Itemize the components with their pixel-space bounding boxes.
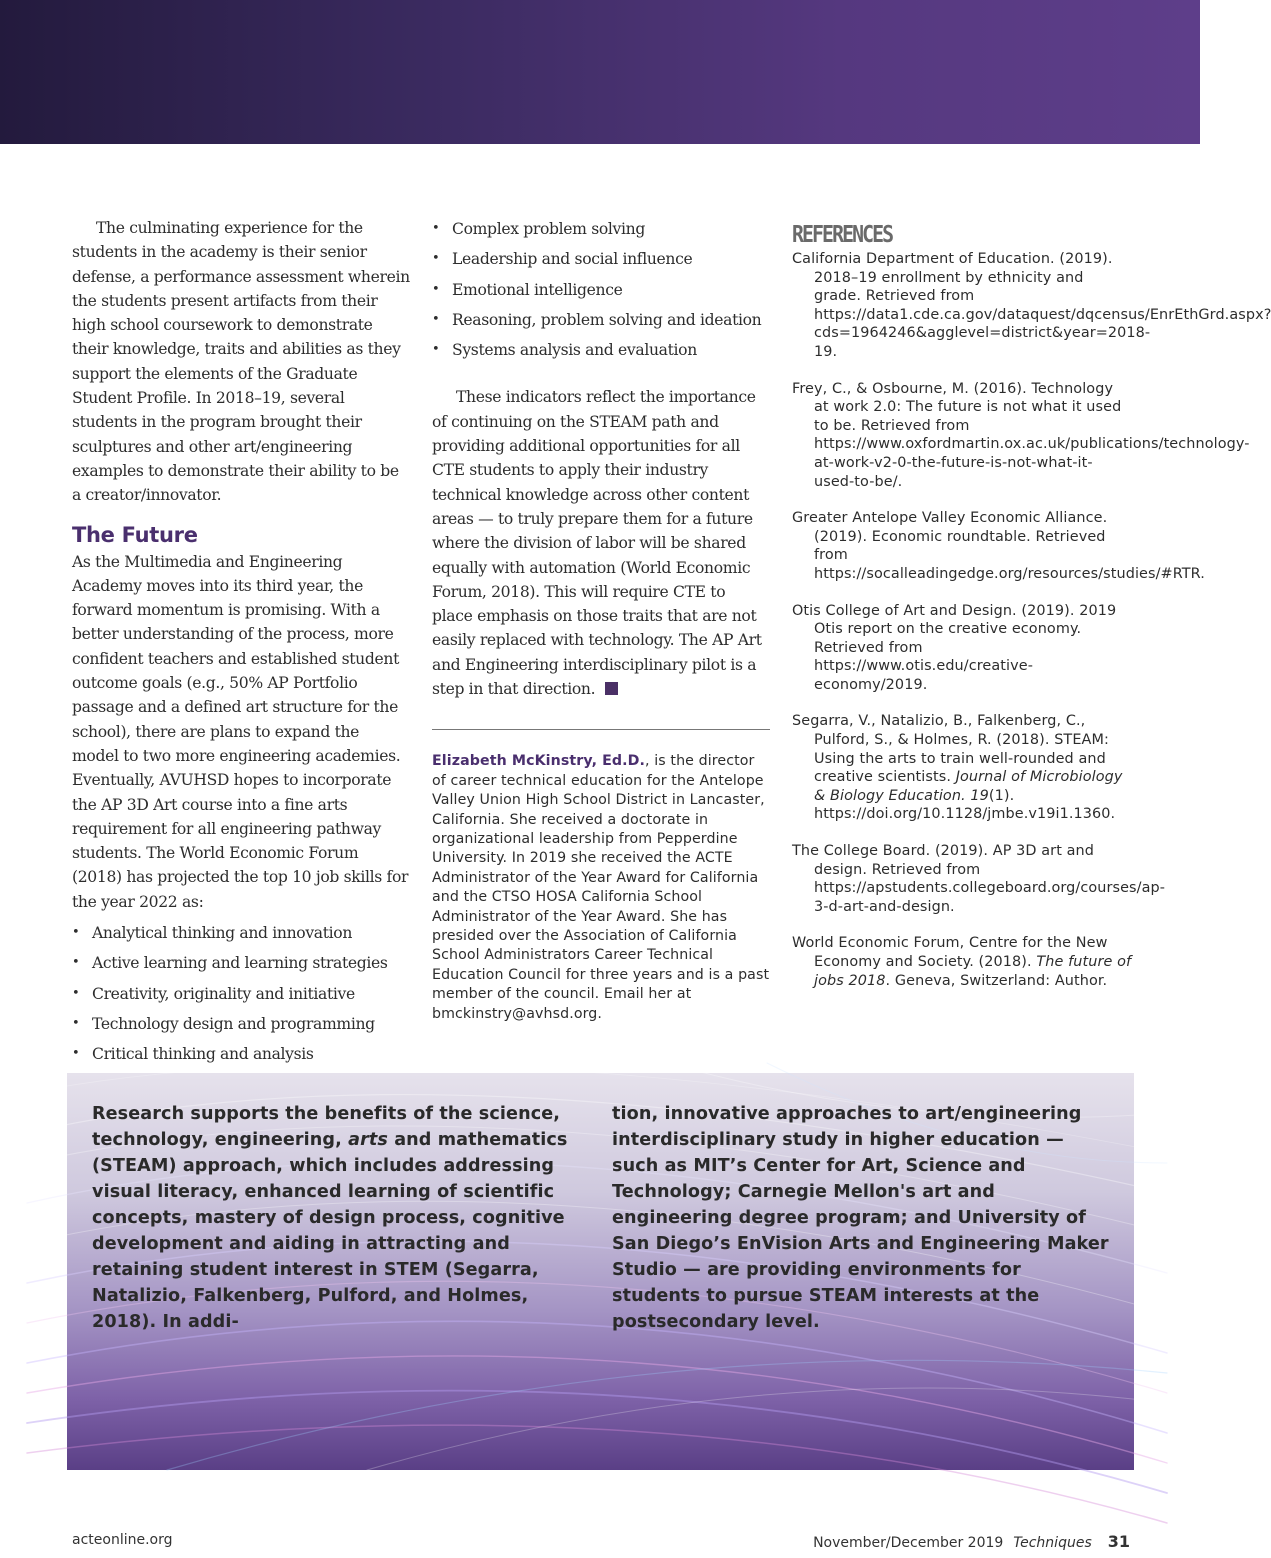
callout-text-left: Research supports the benefits of the science, technology, engineering, arts and mathematics (STEAM) approach, which includes addressing visual literacy, enhanced learning of scientific concepts, mastery of design process, cognitive development and aiding in attracting and retaining student interest in STEM (Segarra, Natalizio, Falkenberg, Pulford, and Holmes, 2018). In addi-	[92, 1104, 568, 1332]
reference-item: California Department of Education. (2019). 2018–19 enrollment by ethnicity and grade. Retrieved from https://data1.cde.ca.gov/dataquest/dqcensus/EnrEthGrd.aspx?cds=1964246&agglevel=district&year=2018-19.	[792, 251, 1271, 360]
intro-paragraph: The culminating experience for the students in the academy is their senior defense, a performance assessment wherein the students present artifacts from their high school coursework to demonstrate their knowledge, traits and abilities as they support the elements of the Graduate Student Profile. In 2018–19, several students in the program brought their sculptures and other art/engineering examples to demonstrate their ability to be a creator/innovator.	[72, 219, 410, 505]
future-heading: The Future	[72, 522, 198, 547]
skills-list-1	[72, 918, 410, 1069]
end-mark-icon	[605, 682, 618, 695]
callout-text-right: tion, innovative approaches to art/engineering interdisciplinary study in higher education — such as MIT’s Center for Art, Science and Technology; Carnegie Mellon's art and engineering degree program; and University of San Diego’s EnVision Arts and Engineering Maker Studio — are providing environments for students to pursue STEAM interests at the postsecondary level.	[612, 1104, 1109, 1332]
page-number: 31	[1107, 1532, 1130, 1551]
issue-date: November/December 2019	[813, 1535, 1004, 1551]
future-paragraph: As the Multimedia and Engineering Academy moves into its third year, the forward momentum is promising. With a better understanding of the process, more confident teachers and established student outcome goals (e.g., 50% AP Portfolio passage and a defined art structure for the school), there are plans to expand the model to two more engineering academies. Eventually, AVUHSD hopes to incorporate the AP 3D Art course into a fine arts requirement for all engineering pathway students. The World Economic Forum (2018) has projected the top 10 job skills for the year 2022 as:	[72, 552, 409, 911]
list-item: • Technology design and programming	[72, 1009, 410, 1039]
list-item: • Complex problem solving	[432, 214, 770, 244]
bullet-icon: •	[72, 1046, 80, 1062]
magazine-name: Techniques	[1013, 1535, 1092, 1551]
author-bio: Elizabeth McKinstry, Ed.D., is the director of career technical education for the Antelope Valley Union High School District in Lancaster, California. She received a doctorate in organizational leadership from Pepperdine University. In 2019 she received the ACTE Administrator of the Year Award for California and the CTSO HOSA California School Administrator of the Year Award. She has presided over the Association of California School Administrators Career Technical Education Council for three years and is a past member of the council. Email her at bmckinstry@avhsd.org.	[432, 753, 770, 1022]
bullet-icon: •	[72, 955, 80, 971]
list-item: • Leadership and social influence	[432, 244, 770, 274]
list-item: • Emotional intelligence	[432, 275, 770, 305]
list-item: • Active learning and learning strategies	[72, 948, 410, 978]
footer-website: acteonline.org	[72, 1532, 173, 1548]
bullet-icon: •	[432, 221, 440, 236]
skills-list-2	[432, 214, 770, 365]
column-1	[72, 216, 410, 1070]
references-heading: REFERENCES	[792, 222, 893, 248]
callout-box	[67, 1073, 1134, 1470]
reference-item: Otis College of Art and Design. (2019). 2019 Otis report on the creative economy. Retrieved from https://www.otis.edu/creative-economy/2019.	[792, 602, 1117, 693]
reference-item: Segarra, V., Natalizio, B., Falkenberg, C., Pulford, S., & Holmes, R. (2018). STEAM: Using the arts to train well-rounded and creative scientists. Journal of Microbiology & Biology Education. 19(1). https://doi.org/10.1128/jmbe.v19i1.1360.	[792, 713, 1123, 823]
column-2	[432, 216, 770, 1024]
reference-item: The College Board. (2019). AP 3D art and design. Retrieved from https://apstudents.collegeboard.org/courses/ap-3-d-art-and-design.	[792, 843, 1166, 915]
bullet-icon: •	[432, 311, 440, 327]
footer-issue-info	[813, 1532, 1130, 1551]
bullet-icon: •	[432, 342, 440, 358]
list-item: • Analytical thinking and innovation	[72, 918, 410, 948]
conclusion-paragraph: These indicators reflect the importance of continuing on the STEAM path and providing additional opportunities for all CTE students to apply their industry technical knowledge across other content areas — to truly prepare them for a future where the division of labor will be shared equally with automation (World Economic Forum, 2018). This will require CTE to place emphasis on those traits that are not easily replaced with technology. The AP Art and Engineering interdisciplinary pilot is a step in that direction.	[432, 388, 762, 699]
author-name: Elizabeth McKinstry, Ed.D.	[432, 753, 646, 770]
bullet-icon: •	[72, 1015, 80, 1031]
bullet-icon: •	[432, 251, 440, 267]
bullet-icon: •	[72, 925, 80, 941]
top-banner	[0, 0, 1200, 144]
list-item: • Creativity, originality and initiative	[72, 979, 410, 1009]
list-item: • Reasoning, problem solving and ideation	[432, 305, 770, 335]
list-item: • Systems analysis and evaluation	[432, 335, 770, 365]
references-column	[792, 216, 1271, 1008]
reference-item: Frey, C., & Osbourne, M. (2016). Technology at work 2.0: The future is not what it used to be. Retrieved from https://www.oxfordmartin.ox.ac.uk/publications/technology-at-work-v2-0-the-future-is-not-what-it-used-to-be/.	[792, 380, 1250, 490]
reference-item: Greater Antelope Valley Economic Alliance. (2019). Economic roundtable. Retrieved from https://socalleadingedge.org/resources/studies/#RTR.	[792, 510, 1205, 582]
list-item: • Critical thinking and analysis	[72, 1039, 410, 1069]
divider	[432, 729, 770, 730]
reference-item: World Economic Forum, Centre for the New Economy and Society. (2018). The future of jobs 2018. Geneva, Switzerland: Author.	[792, 935, 1132, 989]
bullet-icon: •	[72, 985, 80, 1001]
bullet-icon: •	[432, 281, 440, 297]
